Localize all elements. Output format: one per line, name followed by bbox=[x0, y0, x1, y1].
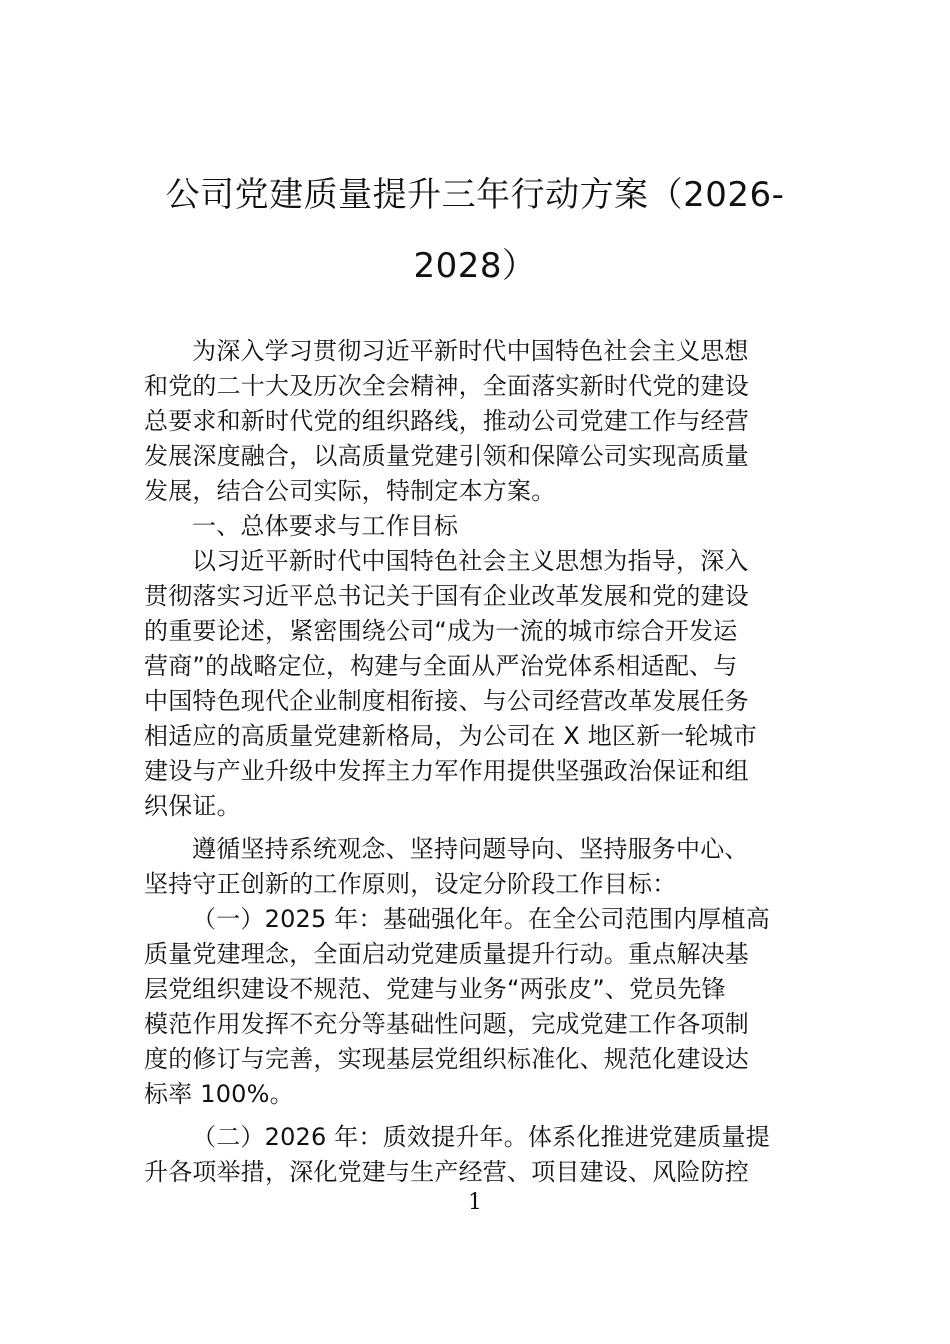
text-line: 的重要论述，紧密围绕公司“成为一流的城市综合开发运 bbox=[144, 617, 738, 645]
text-line: 度的修订与完善，实现基层党组织标准化、规范化建设达 bbox=[144, 1045, 749, 1073]
paragraph-goal-2026 bbox=[144, 1120, 808, 1190]
text-line: 织保证。 bbox=[144, 792, 241, 820]
section-heading: 一、总体要求与工作目标 bbox=[192, 512, 459, 540]
text-line: 总要求和新时代党的组织路线，推动公司党建工作与经营 bbox=[144, 407, 749, 435]
text-line: 发展，结合公司实际，特制定本方案。 bbox=[144, 477, 556, 505]
text-line: 遵循坚持系统观念、坚持问题导向、坚持服务中心、 bbox=[192, 835, 749, 863]
document-title-line-1: 公司党建质量提升三年行动方案（2026- bbox=[165, 175, 785, 215]
page-number: 1 bbox=[468, 1190, 482, 1215]
paragraph-intro bbox=[144, 334, 808, 509]
text-line: 升各项举措，深化党建与生产经营、项目建设、风险防控 bbox=[144, 1158, 749, 1186]
text-line: 层党组织建设不规范、党建与业务“两张皮”、党员先锋 bbox=[144, 975, 726, 1003]
document-title-line-2: 2028） bbox=[413, 246, 537, 286]
paragraph-goal-2025 bbox=[144, 902, 808, 1112]
text-line: （一）2025 年：基础强化年。在全公司范围内厚植高 bbox=[192, 905, 770, 933]
text-line: 和党的二十大及历次全会精神，全面落实新时代党的建设 bbox=[144, 372, 749, 400]
text-line: 为深入学习贯彻习近平新时代中国特色社会主义思想 bbox=[192, 337, 749, 365]
text-line: 质量党建理念，全面启动党建质量提升行动。重点解决基 bbox=[144, 940, 749, 968]
text-line: 贯彻落实习近平总书记关于国有企业改革发展和党的建设 bbox=[144, 582, 749, 610]
document-body bbox=[144, 334, 808, 1190]
text-line: 模范作用发挥不充分等基础性问题，完成党建工作各项制 bbox=[144, 1010, 749, 1038]
section-heading-1 bbox=[144, 509, 808, 544]
text-line: 相适应的高质量党建新格局，为公司在 X 地区新一轮城市 bbox=[144, 722, 758, 750]
text-line: 建设与产业升级中发挥主力军作用提供坚强政治保证和组 bbox=[144, 757, 749, 785]
text-line: 中国特色现代企业制度相衔接、与公司经营改革发展任务 bbox=[144, 687, 749, 715]
text-line: 营商”的战略定位，构建与全面从严治党体系相适配、与 bbox=[144, 652, 738, 680]
text-line: 标率 100%。 bbox=[144, 1080, 294, 1108]
text-line: （二）2026 年：质效提升年。体系化推进党建质量提 bbox=[192, 1123, 770, 1151]
paragraph-guiding bbox=[144, 544, 808, 824]
text-line: 坚持守正创新的工作原则，设定分阶段工作目标： bbox=[144, 870, 677, 898]
text-line: 发展深度融合，以高质量党建引领和保障公司实现高质量 bbox=[144, 442, 749, 470]
paragraph-principles bbox=[144, 832, 808, 902]
text-line: 以习近平新时代中国特色社会主义思想为指导，深入 bbox=[192, 547, 749, 575]
